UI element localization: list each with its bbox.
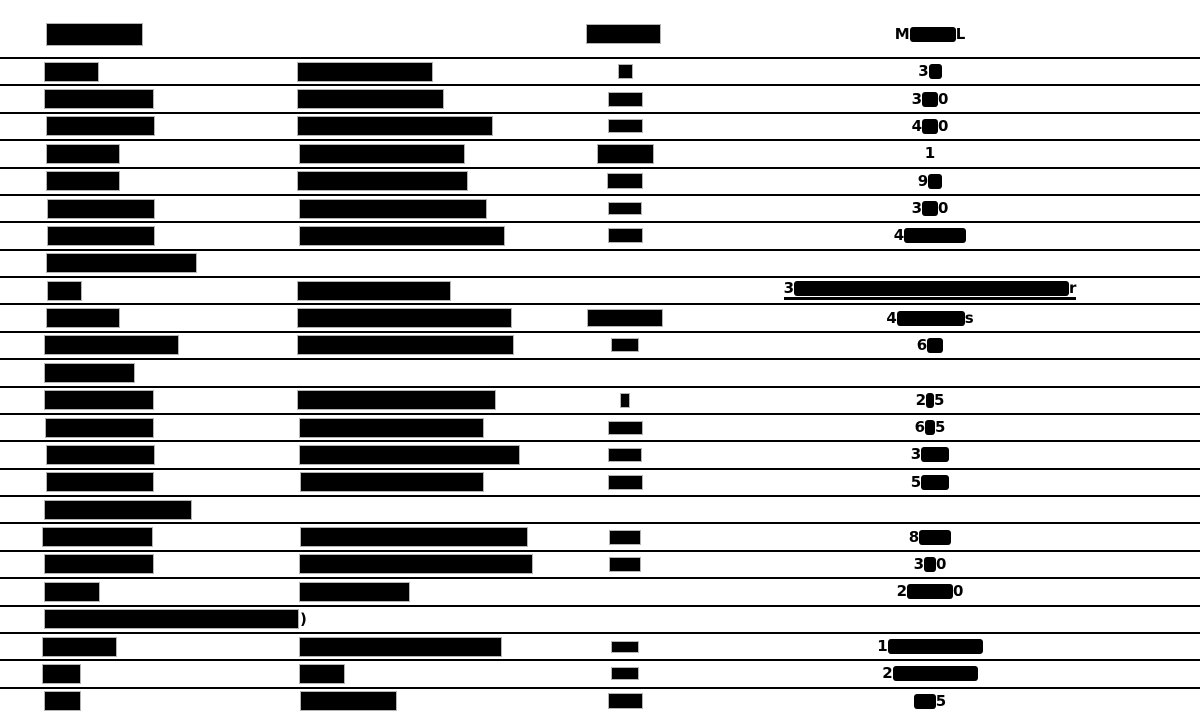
table-row bbox=[0, 577, 1200, 604]
col1-cell bbox=[48, 278, 81, 303]
redaction-bar bbox=[301, 528, 527, 546]
visible-text-fragment: 3 bbox=[783, 279, 795, 298]
col4-value-cell bbox=[680, 634, 1180, 659]
col2-cell bbox=[298, 169, 467, 194]
visible-text-fragment: M bbox=[894, 24, 910, 43]
value-fragments bbox=[882, 666, 977, 681]
col1-cell bbox=[45, 552, 153, 577]
redaction-bar bbox=[298, 90, 443, 108]
value-fragments bbox=[917, 171, 942, 190]
table-row bbox=[0, 687, 1200, 714]
col1-cell bbox=[48, 223, 154, 248]
col2-cell bbox=[300, 141, 464, 166]
table-row bbox=[0, 84, 1200, 111]
redaction-bar bbox=[47, 145, 119, 163]
col4-value-cell bbox=[680, 689, 1180, 714]
value-fragments bbox=[911, 89, 949, 108]
col3-cell bbox=[560, 305, 690, 330]
redaction-bar bbox=[609, 229, 642, 242]
col2-cell bbox=[300, 442, 519, 467]
col2-cell bbox=[298, 278, 450, 303]
visible-text-fragment: 0 bbox=[938, 89, 949, 108]
redaction-bar bbox=[47, 473, 153, 491]
col3-cell bbox=[560, 196, 690, 221]
redaction-bar bbox=[45, 501, 191, 519]
col3-cell bbox=[560, 552, 690, 577]
header-value-fragments bbox=[894, 24, 966, 43]
col1-cell bbox=[43, 661, 80, 686]
col1-cell bbox=[45, 607, 307, 632]
redaction-bar bbox=[298, 309, 511, 327]
col1-cell bbox=[47, 169, 119, 194]
table-row bbox=[0, 386, 1200, 413]
value-fragments bbox=[877, 639, 982, 654]
table-row bbox=[0, 659, 1200, 686]
visible-text-fragment: 5 bbox=[935, 418, 946, 437]
redaction-bar bbox=[928, 174, 942, 189]
visible-text-fragment: 6 bbox=[914, 418, 925, 437]
redaction-bar bbox=[929, 64, 942, 79]
redaction-bar bbox=[300, 638, 501, 656]
col1-cell bbox=[45, 689, 80, 714]
redaction-bar bbox=[609, 422, 642, 434]
visible-text-fragment: 5 bbox=[910, 472, 922, 491]
redaction-bar bbox=[45, 63, 98, 81]
redaction-bar bbox=[300, 200, 486, 218]
value-fragments bbox=[925, 146, 935, 161]
redaction-bar bbox=[300, 555, 532, 573]
redaction-bar bbox=[925, 420, 935, 435]
visible-text-fragment: 4 bbox=[911, 116, 922, 135]
redaction-bar bbox=[300, 665, 344, 683]
col1-cell bbox=[47, 470, 153, 495]
redaction-bar bbox=[48, 282, 81, 300]
visible-text-fragment: 2 bbox=[896, 582, 907, 601]
redaction-bar bbox=[47, 172, 119, 190]
table-row bbox=[0, 112, 1200, 139]
redaction-bar bbox=[910, 27, 956, 42]
col2-cell bbox=[300, 579, 409, 604]
visible-text-fragment: 3 bbox=[910, 445, 922, 464]
visible-text-fragment: r bbox=[1069, 279, 1077, 298]
visible-text-fragment: 1 bbox=[877, 637, 888, 656]
redaction-bar bbox=[922, 92, 938, 107]
redaction-bar bbox=[47, 446, 154, 464]
value-fragments bbox=[784, 281, 1077, 300]
col2-cell bbox=[298, 305, 511, 330]
col1-cell bbox=[45, 360, 134, 385]
redaction-bar bbox=[45, 364, 134, 382]
col2-cell bbox=[300, 415, 483, 440]
redaction-bar bbox=[300, 419, 483, 437]
visible-text-fragment: 9 bbox=[917, 171, 929, 190]
redaction-bar bbox=[907, 584, 953, 599]
visible-text-fragment: 0 bbox=[938, 116, 949, 135]
col3-cell bbox=[560, 59, 690, 84]
value-fragments bbox=[918, 64, 941, 79]
redaction-bar bbox=[47, 117, 154, 135]
value-fragments bbox=[913, 554, 947, 573]
col1-cell bbox=[43, 634, 116, 659]
redaction-bar bbox=[924, 557, 936, 572]
col2-cell bbox=[298, 86, 443, 111]
redaction-bar bbox=[298, 336, 513, 354]
col3-cell bbox=[560, 86, 690, 111]
redaction-bar bbox=[301, 473, 483, 491]
visible-text-fragment: 3 bbox=[911, 89, 922, 108]
visible-text-fragment: s bbox=[964, 308, 974, 327]
col3-cell bbox=[560, 689, 690, 714]
redaction-bar bbox=[893, 666, 978, 681]
redaction-bar bbox=[45, 391, 153, 409]
visible-text-fragment: 1 bbox=[924, 144, 936, 163]
redaction-bar bbox=[47, 254, 196, 272]
col2-cell bbox=[298, 388, 495, 413]
redaction-bar bbox=[609, 694, 642, 708]
redaction-bar bbox=[46, 419, 153, 437]
redaction-bar bbox=[612, 668, 638, 679]
col4-value-cell bbox=[680, 524, 1180, 549]
col1-cell bbox=[47, 114, 154, 139]
redaction-bar bbox=[45, 555, 153, 573]
col1-cell bbox=[46, 415, 153, 440]
table-row bbox=[0, 139, 1200, 166]
visible-text-fragment: 5 bbox=[935, 691, 947, 710]
value-fragments bbox=[916, 335, 943, 354]
col3-cell bbox=[560, 524, 690, 549]
col1-cell bbox=[47, 442, 154, 467]
col4-value-cell bbox=[680, 579, 1180, 604]
table-row bbox=[0, 303, 1200, 330]
redaction-bar bbox=[300, 145, 464, 163]
value-fragments bbox=[908, 527, 951, 546]
col4-value-cell bbox=[680, 415, 1180, 440]
redaction-bar bbox=[45, 583, 99, 601]
col2-cell bbox=[300, 661, 344, 686]
redaction-bar bbox=[609, 203, 641, 214]
visible-text-fragment: 0 bbox=[938, 199, 949, 218]
col2-cell bbox=[301, 524, 527, 549]
visible-text-fragment: 0 bbox=[936, 554, 947, 573]
table-row bbox=[0, 276, 1200, 303]
col2-cell bbox=[301, 470, 483, 495]
col1-cell bbox=[45, 579, 99, 604]
redaction-bar-header-col3 bbox=[587, 25, 660, 43]
table-row bbox=[0, 440, 1200, 467]
value-fragments bbox=[914, 691, 947, 710]
value-fragments bbox=[886, 308, 974, 327]
col1-cell bbox=[45, 333, 178, 358]
col3-cell bbox=[560, 388, 690, 413]
col1-cell bbox=[45, 59, 98, 84]
col2-cell bbox=[300, 223, 504, 248]
redaction-bar bbox=[927, 338, 943, 353]
col4-value-cell bbox=[680, 114, 1180, 139]
section-header-row bbox=[0, 249, 1200, 276]
redaction-bar bbox=[612, 339, 638, 351]
col4-value-cell bbox=[680, 86, 1180, 111]
col1-cell bbox=[45, 86, 153, 111]
col4-value-cell bbox=[680, 169, 1180, 194]
table-row bbox=[0, 468, 1200, 495]
redaction-bar bbox=[904, 228, 966, 243]
visible-text-fragment: ) bbox=[300, 609, 307, 628]
col3-cell bbox=[560, 141, 690, 166]
redaction-bar bbox=[48, 227, 154, 245]
redaction-bar bbox=[919, 530, 951, 545]
visible-text-fragment: 6 bbox=[916, 335, 928, 354]
col2-cell bbox=[300, 634, 501, 659]
redaction-bar bbox=[914, 694, 936, 709]
col3-cell bbox=[560, 333, 690, 358]
col1-cell bbox=[45, 497, 191, 522]
redaction-bar bbox=[609, 476, 642, 489]
table-row bbox=[0, 632, 1200, 659]
value-fragments bbox=[915, 420, 946, 435]
redaction-bar bbox=[45, 336, 178, 354]
redaction-bar bbox=[897, 311, 965, 326]
redaction-bar bbox=[298, 172, 467, 190]
redaction-bar bbox=[921, 475, 949, 490]
visible-text-fragment: 2 bbox=[915, 390, 926, 409]
value-fragments bbox=[894, 228, 966, 243]
col3-cell bbox=[560, 114, 690, 139]
section-header-row bbox=[0, 495, 1200, 522]
col2-cell bbox=[298, 59, 432, 84]
redaction-bar bbox=[926, 393, 934, 408]
redaction-bar bbox=[300, 583, 409, 601]
visible-text-fragment: 3 bbox=[918, 62, 929, 81]
col2-cell bbox=[298, 333, 513, 358]
redaction-bar bbox=[921, 447, 949, 462]
redaction-bar bbox=[45, 692, 80, 710]
header-col4-label bbox=[680, 15, 1180, 53]
col4-value-cell bbox=[680, 196, 1180, 221]
visible-text-fragment: 4 bbox=[886, 308, 897, 327]
col3-cell bbox=[560, 169, 690, 194]
visible-text-fragment: L bbox=[955, 24, 966, 43]
visible-text-fragment: 3 bbox=[911, 199, 922, 218]
col1-cell bbox=[45, 388, 153, 413]
col1-cell bbox=[47, 305, 119, 330]
col4-value-cell bbox=[680, 552, 1180, 577]
col4-value-cell bbox=[680, 223, 1180, 248]
redaction-bar bbox=[922, 119, 938, 134]
col4-value-cell bbox=[680, 278, 1180, 303]
value-fragments bbox=[910, 472, 949, 491]
col2-cell bbox=[300, 552, 532, 577]
visible-text-fragment: 8 bbox=[908, 527, 920, 546]
redaction-bar bbox=[598, 145, 653, 163]
redaction-bar bbox=[588, 310, 662, 326]
visible-text-fragment: 3 bbox=[913, 554, 924, 573]
redaction-bar bbox=[619, 65, 632, 78]
redaction-bar bbox=[301, 692, 396, 710]
col3-cell bbox=[560, 442, 690, 467]
visible-text-fragment: 2 bbox=[882, 664, 893, 683]
col3-cell bbox=[560, 415, 690, 440]
table-row bbox=[0, 522, 1200, 549]
redaction-bar bbox=[47, 309, 119, 327]
col1-cell bbox=[48, 196, 154, 221]
redaction-bar bbox=[300, 446, 519, 464]
col4-value-cell bbox=[680, 305, 1180, 330]
redaction-bar bbox=[612, 642, 638, 652]
col1-cell bbox=[47, 251, 196, 276]
redaction-bar bbox=[608, 174, 642, 188]
col4-value-cell bbox=[680, 141, 1180, 166]
col3-cell bbox=[560, 634, 690, 659]
redaction-bar bbox=[298, 63, 432, 81]
col4-value-cell bbox=[680, 470, 1180, 495]
col1-cell bbox=[47, 141, 119, 166]
redaction-bar bbox=[43, 528, 152, 546]
col4-value-cell bbox=[680, 59, 1180, 84]
col4-value-cell bbox=[680, 661, 1180, 686]
section-header-row bbox=[0, 358, 1200, 385]
redaction-bar bbox=[45, 610, 298, 628]
redaction-bar bbox=[609, 449, 641, 461]
table-body bbox=[0, 57, 1200, 714]
col2-cell bbox=[301, 689, 396, 714]
table-row bbox=[0, 413, 1200, 440]
col4-value-cell bbox=[680, 388, 1180, 413]
col2-cell bbox=[300, 196, 486, 221]
redaction-bar bbox=[888, 639, 983, 654]
redaction-bar bbox=[298, 117, 492, 135]
redaction-bar bbox=[609, 120, 642, 132]
redaction-bar bbox=[609, 93, 642, 106]
visible-text-fragment: 5 bbox=[934, 390, 945, 409]
table-header-row bbox=[0, 0, 1200, 57]
value-fragments bbox=[915, 390, 945, 409]
table-row bbox=[0, 550, 1200, 577]
table-row bbox=[0, 194, 1200, 221]
redaction-bar bbox=[43, 638, 116, 656]
table-row bbox=[0, 57, 1200, 84]
redaction-bar bbox=[300, 227, 504, 245]
redaction-bar bbox=[610, 531, 640, 544]
col1-cell bbox=[43, 524, 152, 549]
visible-text-fragment: 4 bbox=[893, 226, 905, 245]
col3-cell bbox=[560, 661, 690, 686]
redaction-bar bbox=[610, 558, 640, 571]
redaction-bar-header-col1 bbox=[47, 24, 142, 45]
value-fragments bbox=[912, 201, 949, 216]
table-row bbox=[0, 167, 1200, 194]
col3-cell bbox=[560, 223, 690, 248]
table-row bbox=[0, 331, 1200, 358]
redaction-bar bbox=[922, 201, 938, 216]
value-fragments bbox=[911, 447, 949, 462]
redaction-bar bbox=[298, 391, 495, 409]
redaction-bar bbox=[48, 200, 154, 218]
col4-value-cell bbox=[680, 333, 1180, 358]
visible-text-fragment: 0 bbox=[953, 582, 964, 601]
value-fragments bbox=[897, 584, 964, 599]
redaction-bar bbox=[45, 90, 153, 108]
redaction-bar bbox=[621, 394, 629, 407]
col3-cell bbox=[560, 470, 690, 495]
redaction-bar bbox=[298, 282, 450, 300]
section-header-row bbox=[0, 605, 1200, 632]
redaction-bar bbox=[794, 281, 1069, 296]
table-row bbox=[0, 221, 1200, 248]
col4-value-cell bbox=[680, 442, 1180, 467]
col2-cell bbox=[298, 114, 492, 139]
redaction-bar bbox=[43, 665, 80, 683]
value-fragments bbox=[911, 116, 949, 135]
